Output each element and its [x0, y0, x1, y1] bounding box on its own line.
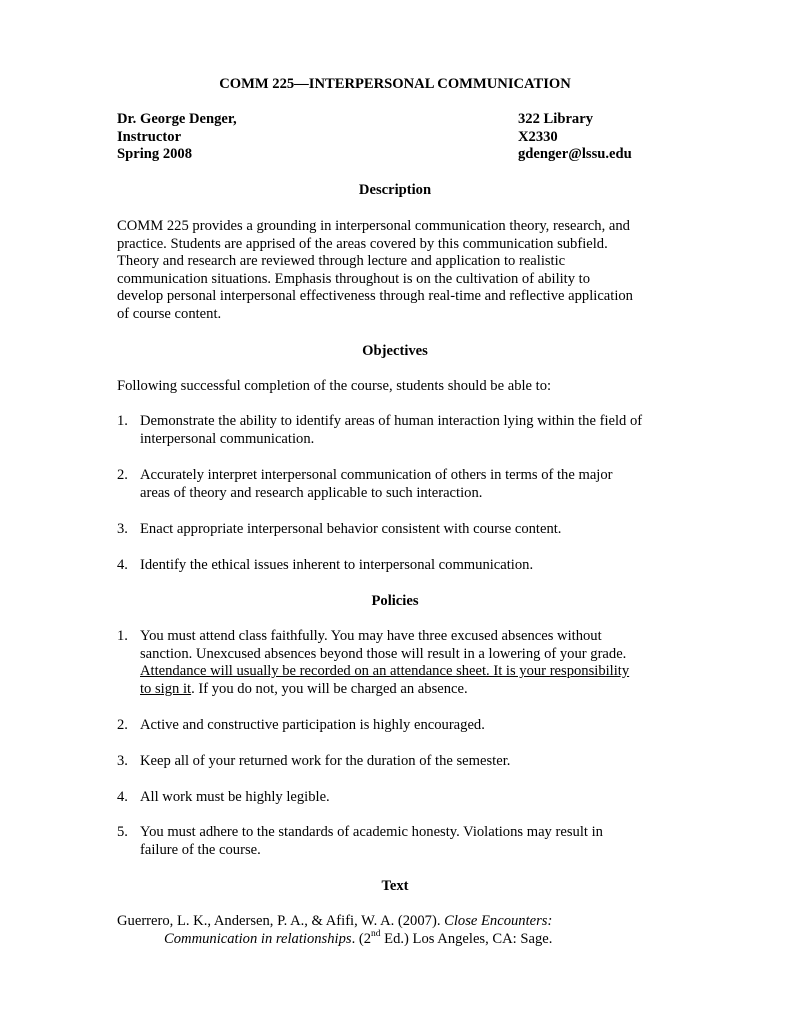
page-title: COMM 225—INTERPERSONAL COMMUNICATION — [219, 76, 571, 92]
citation-title-part2: Communication in relationships — [164, 930, 352, 947]
description-line: develop personal interpersonal effectiveness through real-time and reflective application — [117, 288, 633, 304]
citation-edition-sup: nd — [371, 928, 381, 939]
objective-item — [117, 467, 677, 502]
objectives-intro: Following successful completion of the course, students should be able to: — [117, 378, 552, 394]
policy-item — [117, 753, 677, 771]
description-heading: Description — [358, 182, 432, 198]
instructor-block — [117, 111, 237, 164]
description-line: practice. Students are apprised of the areas covered by this communication subfield. — [117, 235, 608, 252]
citation-authors: Guerrero, L. K., Andersen, P. A., & Afifi, W. A. (2007). — [117, 913, 445, 929]
policy-item — [117, 789, 677, 807]
policy-line: You must adhere to the standards of academic honesty. Violations may result in — [140, 824, 603, 840]
policy-line — [140, 681, 677, 699]
office-location: 322 Library — [518, 111, 593, 127]
objective-line: Accurately interpret interpersonal communication of others in terms of the major — [140, 467, 613, 483]
objective-item — [117, 413, 677, 448]
policy-item — [117, 628, 677, 698]
policy-line: You must attend class faithfully. You may have three excused absences without — [140, 628, 602, 644]
list-number: 2. — [117, 717, 128, 733]
objective-item — [117, 557, 677, 575]
objectives-heading: Objectives — [362, 343, 428, 359]
objective-item — [117, 521, 677, 539]
citation-edition-pre: . (2 — [351, 930, 372, 947]
objective-line: areas of theory and research applicable to such interaction. — [140, 484, 483, 501]
phone-extension: X2330 — [518, 128, 558, 145]
objective-line: Demonstrate the ability to identify areas of human interaction lying within the field of — [140, 413, 643, 429]
attendance-note-underlined: Attendance will usually be recorded on an attendance sheet. It is your responsibility — [140, 663, 630, 679]
description-line: communication situations. Emphasis throughout is on the cultivation of ability to — [117, 270, 591, 287]
citation-title-part1: Close Encounters: — [444, 913, 553, 929]
text-heading: Text — [381, 878, 409, 894]
policy-line: sanction. Unexcused absences beyond those will result in a lowering of your grade. — [140, 645, 627, 662]
policy-line: Active and constructive participation is highly encouraged. — [140, 717, 485, 733]
description-line: COMM 225 provides a grounding in interpersonal communication theory, research, and — [117, 218, 630, 234]
list-number: 4. — [117, 789, 128, 805]
course-term: Spring 2008 — [117, 146, 193, 162]
list-number: 3. — [117, 521, 128, 537]
citation-edition-post: Ed.) Los Angeles, CA: Sage. — [380, 930, 553, 947]
policy-line: All work must be highly legible. — [140, 789, 330, 805]
list-number: 3. — [117, 753, 128, 769]
list-number: 1. — [117, 413, 128, 429]
list-number: 5. — [117, 824, 128, 840]
objective-line: interpersonal communication. — [140, 430, 315, 447]
list-number: 1. — [117, 628, 128, 644]
contact-block — [518, 111, 632, 164]
list-number: 4. — [117, 557, 128, 573]
description-line: Theory and research are reviewed through lecture and application to realistic — [117, 253, 566, 269]
email-address: gdenger@lssu.edu — [518, 146, 632, 162]
policy-item — [117, 824, 677, 859]
policy-line-end: . If you do not, you will be charged an absence. — [191, 680, 468, 697]
description-line: of course content. — [117, 305, 222, 322]
instructor-role: Instructor — [117, 128, 182, 145]
description-paragraph — [117, 218, 677, 323]
instructor-name: Dr. George Denger, — [117, 111, 237, 127]
list-number: 2. — [117, 467, 128, 483]
objective-line: Enact appropriate interpersonal behavior consistent with course content. — [140, 521, 562, 537]
policy-line: failure of the course. — [140, 841, 261, 858]
textbook-citation — [117, 913, 754, 948]
objective-line: Identify the ethical issues inherent to interpersonal communication. — [140, 557, 534, 573]
policies-heading: Policies — [371, 593, 419, 609]
policy-line: Keep all of your returned work for the duration of the semester. — [140, 753, 511, 769]
sign-it-underlined: to sign it — [140, 680, 192, 697]
policy-item — [117, 717, 677, 735]
